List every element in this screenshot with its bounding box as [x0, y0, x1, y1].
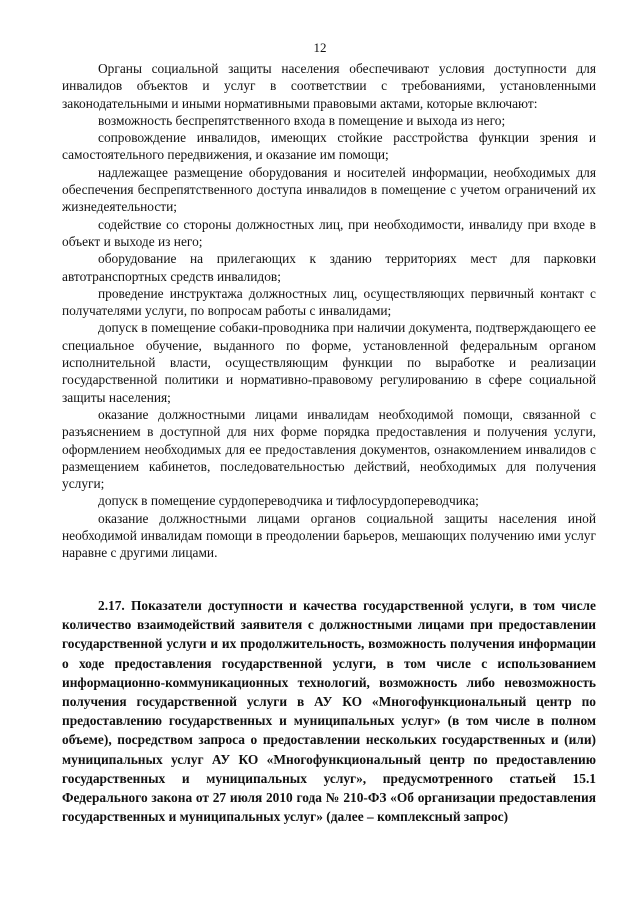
- body-text: [62, 60, 596, 562]
- list-item: оказание должностными лицами органов социальной защиты населения иной необходимой инвалидам помощи в преодолении барьеров, мешающих получению ими услуг наравне с другими лицами.: [62, 510, 596, 561]
- list-item: допуск в помещение собаки-проводника при наличии документа, подтверждающего ее специальное обучение, выданного по форме, установленной федеральным органом исполнительной власти, осуществляющим функции по выработке и реализации государственной политики и нормативно-правовому регулированию в сфере социальной защиты населения;: [62, 320, 596, 405]
- list-item: надлежащее размещение оборудования и носителей информации, необходимых для обеспечения беспрепятственного доступа инвалидов в помещение с учетом ограничений их жизнедеятельности;: [62, 164, 596, 215]
- paragraph-intro: Органы социальной защиты населения обеспечивают условия доступности для инвалидов объектов и услуг в соответствии с требованиями, установленными законодательными и иными нормативными правовыми актами, которые включают:: [62, 61, 596, 111]
- page-number: 12: [313, 40, 327, 55]
- list-item: сопровождение инвалидов, имеющих стойкие расстройства функции зрения и самостоятельного передвижения, и оказание им помощи;: [62, 130, 596, 163]
- list-item: оборудование на прилегающих к зданию территориях мест для парковки автотранспортных средств инвалидов;: [62, 251, 596, 284]
- list-item: возможность беспрепятственного входа в помещение и выхода из него;: [98, 112, 506, 128]
- list-item: оказание должностными лицами инвалидам необходимой помощи, связанной с разъяснением в доступной для них форме порядка предоставления и получения услуги, оформлением необходимых для ее предоставления документов, ознакомлением инвалидов с размещением кабинетов, последовательностью действий, необходимых для получения услуги;: [62, 406, 596, 492]
- section-heading: 2.17. Показатели доступности и качества государственной услуги, в том числе количество взаимодействий заявителя с должностными лицами при предоставлении государственной услуги и их продолжительность, возможность получения информации о ходе предоставления государственной услуги, в том числе с использованием информационно-коммуникационных технологий, возможность либо невозможность получения государственной услуги в АУ КО «Многофункциональный центр по предоставлению государственных и муниципальных услуг» (в том числе в полном объеме), посредством запроса о предоставлении нескольких государственных и (или) муниципальных услуг АУ КО «Многофункциональный центр по предоставлению государственных и муниципальных услуг», предусмотренного статьей 15.1 Федерального закона от 27 июля 2010 года № 210-ФЗ «Об организации предоставления государственных и муниципальных услуг» (далее – комплексный запрос): [62, 598, 596, 825]
- list-item: проведение инструктажа должностных лиц, осуществляющих первичный контакт с получателями услуги, по вопросам работы с инвалидами;: [62, 285, 596, 319]
- list-item: допуск в помещение сурдопереводчика и тифлосурдопереводчика;: [98, 493, 479, 509]
- list-item: содействие со стороны должностных лиц, при необходимости, инвалиду при входе в объект и выходе из него;: [62, 216, 596, 249]
- section-2-17: [62, 596, 596, 826]
